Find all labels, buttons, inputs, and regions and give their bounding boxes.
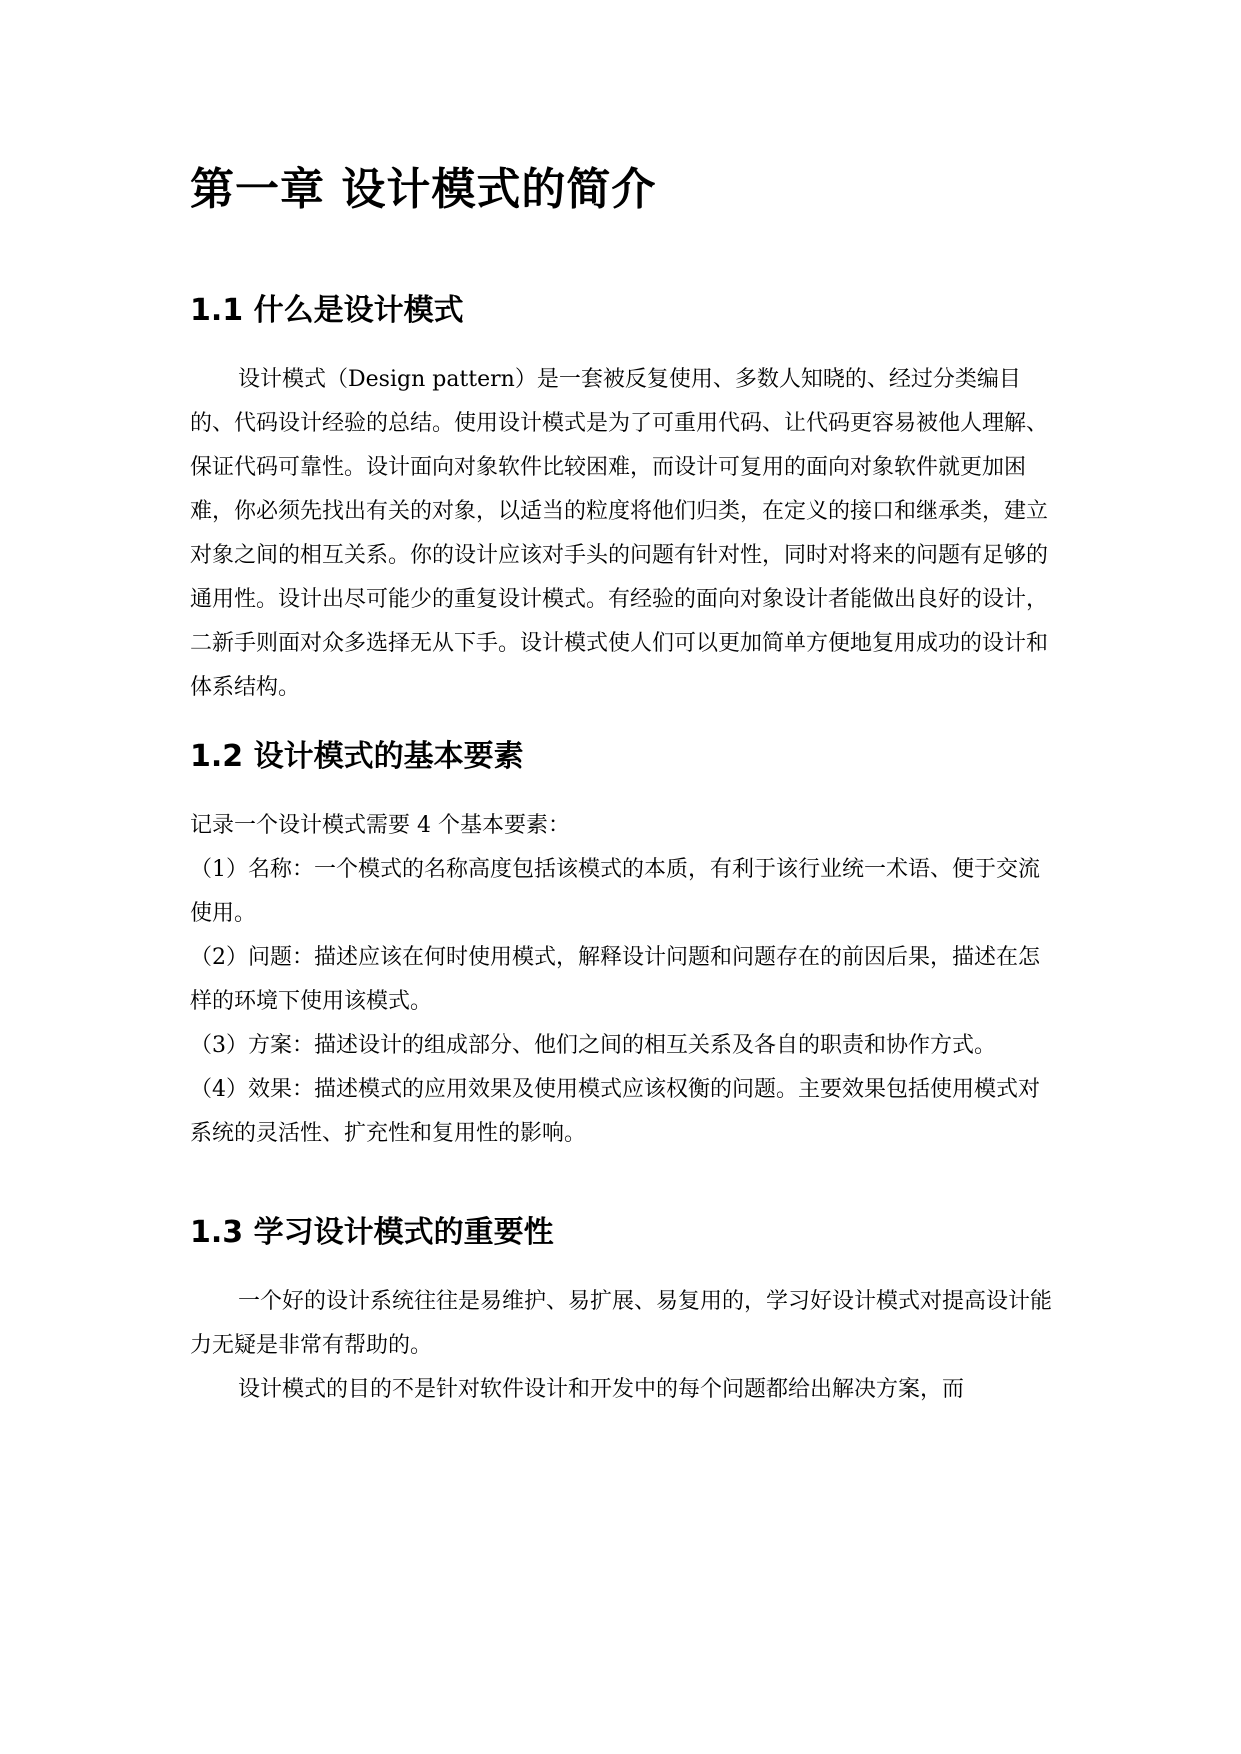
- document-content: [190, 150, 1060, 1412]
- element-item-name: （1）名称：一个模式的名称高度包括该模式的本质，有利于该行业统一术语、便于交流使用。: [190, 857, 1040, 926]
- section-1-1-paragraph: 设计模式（Design pattern）是一套被反复使用、多数人知晓的、经过分类编目的、代码设计经验的总结。使用设计模式是为了可重用代码、让代码更容易被他人理解、保证代码可靠性。设计面向对象软件比较困难，而设计可复用的面向对象软件就更加困难，你必须先找出有关的对象，以适当的粒度将他们归类，在定义的接口和继承类，建立对象之间的相互关系。你的设计应该对手头的问题有针对性，同时对将来的问题有足够的通用性。设计出尽可能少的重复设计模式。有经验的面向对象设计者能做出良好的设计，二新手则面对众多选择无从下手。设计模式使人们可以更加简单方便地复用成功的设计和体系结构。: [190, 367, 1049, 700]
- section-1-3-paragraph-1: 一个好的设计系统往往是易维护、易扩展、易复用的，学习好设计模式对提高设计能力无疑是非常有帮助的。: [190, 1289, 1053, 1358]
- element-item-problem: （2）问题：描述应该在何时使用模式，解释设计问题和问题存在的前因后果，描述在怎样的环境下使用该模式。: [190, 945, 1040, 1014]
- section-heading-1-3: 1.3 学习设计模式的重要性: [190, 1215, 554, 1250]
- element-item-consequences: （4）效果：描述模式的应用效果及使用模式应该权衡的问题。主要效果包括使用模式对系统的灵活性、扩充性和复用性的影响。: [190, 1077, 1040, 1146]
- section-heading-1-1: 1.1 什么是设计模式: [190, 293, 464, 328]
- section-heading-1-2: 1.2 设计模式的基本要素: [190, 739, 524, 774]
- section-1-3-paragraph-2: 设计模式的目的不是针对软件设计和开发中的每个问题都给出解决方案，而: [238, 1377, 965, 1402]
- chapter-title: 第一章 设计模式的简介: [190, 164, 657, 215]
- element-item-solution: （3）方案：描述设计的组成部分、他们之间的相互关系及各自的职责和协作方式。: [190, 1033, 996, 1058]
- section-1-2-body: [190, 804, 1060, 1156]
- section-1-2-intro: 记录一个设计模式需要 4 个基本要素：: [190, 813, 570, 838]
